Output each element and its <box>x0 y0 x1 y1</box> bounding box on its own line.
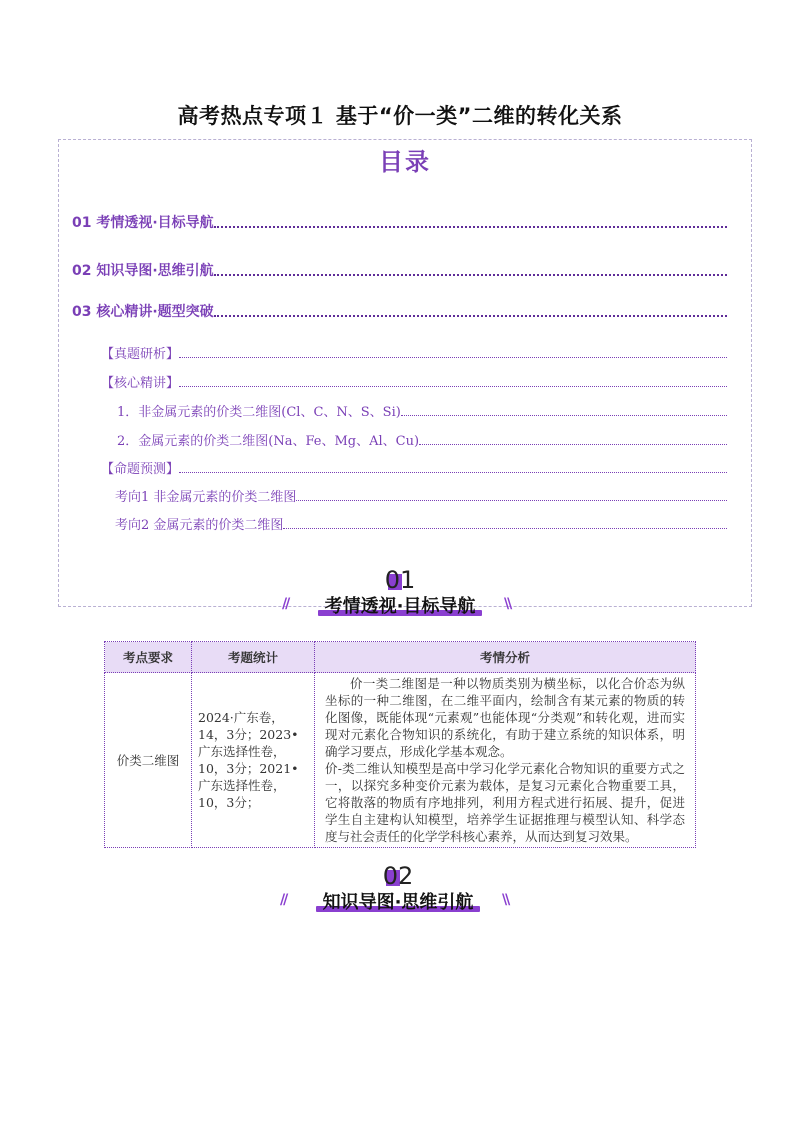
toc-leader-dots <box>419 438 727 445</box>
analysis-paragraph-2: 价-类二维认知模型是高中学习化学元素化合物知识的重要方式之一，以探究多种变价元素为载体，是复习元素化合物重要工具，它将散落的物质有序地排列，利用方程式进行拓展、提升，促进学生自主建构认知模型，培养学生证据推理与模型认知、科学态度与社会责任的化学学科核心素养，从而达到复习效果。 <box>325 761 685 844</box>
slash-decoration-right: \\ <box>502 892 509 908</box>
toc-item-metal[interactable] <box>117 430 727 449</box>
toc-item-zhenti[interactable] <box>101 343 727 362</box>
toc-item-label: 1．非金属元素的价类二维图(Cl、C、N、S、Si) <box>117 405 401 420</box>
toc-leader-dots <box>214 218 727 228</box>
requirement-cell: 价类二维图 <box>105 673 192 848</box>
section-title: 知识导图·思维引航 <box>322 892 474 913</box>
page-title: 高考热点专项１ 基于“价一类”二维的转化关系 <box>177 104 623 128</box>
slash-decoration-left: // <box>282 596 289 612</box>
toc-item-yuce[interactable] <box>101 458 727 477</box>
analysis-paragraph-1: 价一类二维图是一种以物质类别为横坐标，以化合价态为纵坐标的一种二维图，在二维平面内，绘制含有某元素的物质的转化图像，既能体现“元素观”也能体现“分类观”和转化观，进而实现对元素化合物知识的系统化，有助于建立系统的知识体系，明确学习要点，形成化学基本观念。 <box>325 676 685 759</box>
table-header-cell: 考题统计 <box>192 642 315 673</box>
section-number: 01 <box>384 566 416 594</box>
toc-leader-dots <box>283 522 727 529</box>
toc-item-kaoxiang2[interactable] <box>115 514 727 533</box>
table-row <box>105 673 696 848</box>
toc-leader-dots <box>179 351 727 358</box>
toc-item-label: 【核心精讲】 <box>101 376 180 391</box>
toc-item-label: 01 考情透视·目标导航 <box>72 215 214 231</box>
toc-leader-dots <box>296 494 727 501</box>
table-header-row <box>105 642 696 673</box>
toc-leader-dots <box>179 466 727 473</box>
section-badge-02 <box>268 862 528 914</box>
toc-item-01[interactable] <box>72 212 727 232</box>
slash-decoration-left: // <box>280 892 287 908</box>
toc-item-label: 【命题预测】 <box>101 462 180 477</box>
toc-item-nonmetal[interactable] <box>117 401 727 420</box>
toc-item-03[interactable] <box>72 301 727 321</box>
toc-item-label: 02 知识导图·思维引航 <box>72 263 214 279</box>
toc-leader-dots <box>401 409 727 416</box>
toc-heading: 目录 <box>379 148 431 176</box>
section-badge-01 <box>270 566 530 618</box>
analysis-cell <box>315 673 696 848</box>
section-number: 02 <box>382 862 414 890</box>
toc-leader-dots <box>214 307 727 317</box>
toc-item-label: 【真题研析】 <box>101 347 180 362</box>
slash-decoration-right: \\ <box>504 596 511 612</box>
toc-item-label: 考向1 非金属元素的价类二维图 <box>115 490 297 505</box>
toc-item-02[interactable] <box>72 260 727 280</box>
toc-leader-dots <box>214 266 727 276</box>
section-title: 考情透视·目标导航 <box>324 596 476 617</box>
exam-analysis-table <box>104 641 696 848</box>
toc-item-hexin[interactable] <box>101 372 727 391</box>
table-header-cell: 考情分析 <box>315 642 696 673</box>
table-header-cell: 考点要求 <box>105 642 192 673</box>
toc-item-kaoxiang1[interactable] <box>115 486 727 505</box>
stats-cell: 2024·广东卷，14，3分；2023•广东选择性卷，10，3分；2021•广东选择性卷，10，3分； <box>192 673 315 848</box>
toc-item-label: 03 核心精讲·题型突破 <box>72 304 214 320</box>
toc-item-label: 考向2 金属元素的价类二维图 <box>115 518 284 533</box>
toc-leader-dots <box>179 380 727 387</box>
table-of-contents <box>58 139 752 607</box>
toc-item-label: 2．金属元素的价类二维图(Na、Fe、Mg、Al、Cu) <box>117 434 420 449</box>
